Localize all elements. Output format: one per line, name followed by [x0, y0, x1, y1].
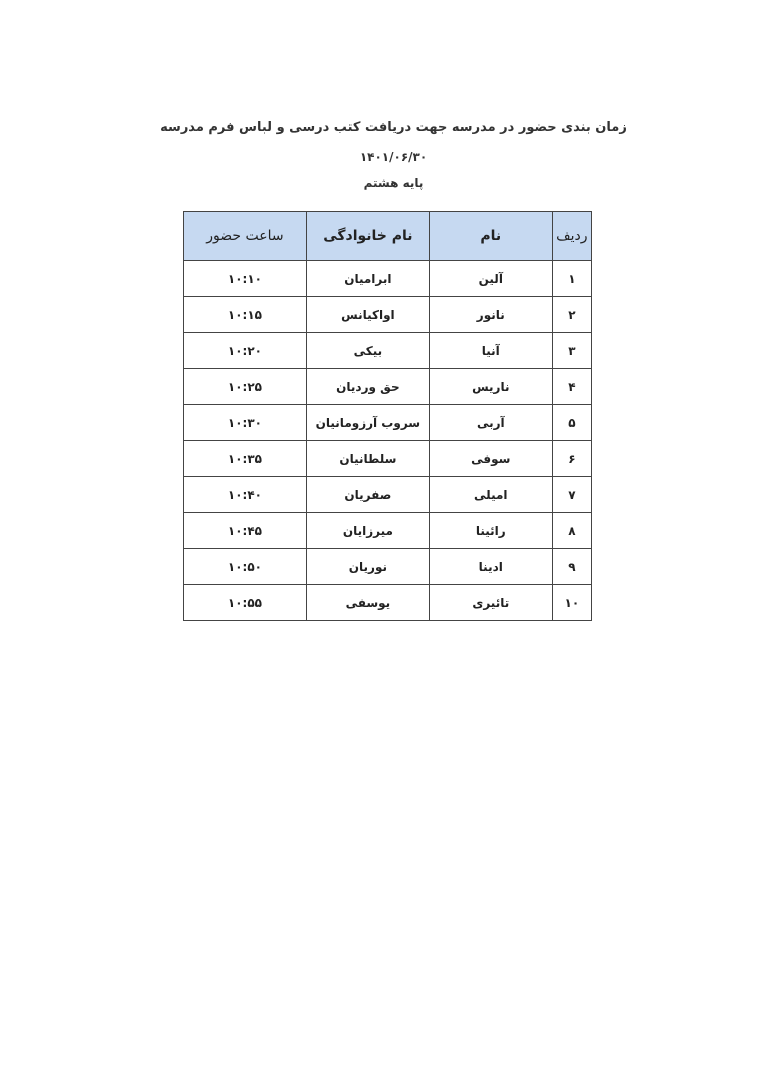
name-cell: نانور [429, 297, 552, 333]
schedule-table [183, 211, 592, 621]
grade-label: پایه هشتم [363, 176, 424, 190]
table-row [184, 549, 592, 585]
family-cell: اواکیانس [306, 297, 429, 333]
family-cell: میرزایان [306, 513, 429, 549]
family-cell: بیکی [306, 333, 429, 369]
column-header-time: ساعت حضور [184, 212, 307, 261]
table-row [184, 585, 592, 621]
time-cell: ۱۰:۳۰ [184, 405, 307, 441]
radif-cell: ۱۰ [552, 585, 591, 621]
radif-cell: ۱ [552, 261, 591, 297]
column-header-radif: ردیف [552, 212, 591, 261]
time-cell: ۱۰:۲۵ [184, 369, 307, 405]
name-cell: آلین [429, 261, 552, 297]
time-cell: ۱۰:۳۵ [184, 441, 307, 477]
name-cell: تائیری [429, 585, 552, 621]
time-cell: ۱۰:۴۵ [184, 513, 307, 549]
table-row [184, 405, 592, 441]
time-cell: ۱۰:۱۰ [184, 261, 307, 297]
name-cell: سوفی [429, 441, 552, 477]
radif-cell: ۳ [552, 333, 591, 369]
time-cell: ۱۰:۴۰ [184, 477, 307, 513]
family-cell: حق وردیان [306, 369, 429, 405]
radif-cell: ۲ [552, 297, 591, 333]
family-cell: سروب آرزومانیان [306, 405, 429, 441]
radif-cell: ۶ [552, 441, 591, 477]
radif-cell: ۴ [552, 369, 591, 405]
table-row [184, 477, 592, 513]
time-cell: ۱۰:۱۵ [184, 297, 307, 333]
family-cell: سلطانیان [306, 441, 429, 477]
name-cell: آربی [429, 405, 552, 441]
time-cell: ۱۰:۵۰ [184, 549, 307, 585]
table-row [184, 297, 592, 333]
name-cell: رائینا [429, 513, 552, 549]
date-label: ۱۴۰۱/۰۶/۳۰ [359, 150, 428, 164]
table-row [184, 333, 592, 369]
time-cell: ۱۰:۲۰ [184, 333, 307, 369]
column-header-name: نام [429, 212, 552, 261]
radif-cell: ۸ [552, 513, 591, 549]
column-header-family: نام خانوادگی [306, 212, 429, 261]
page-title: زمان بندی حضور در مدرسه جهت دریافت کتب درسی و لباس فرم مدرسه [160, 120, 627, 135]
name-cell: ادینا [429, 549, 552, 585]
radif-cell: ۷ [552, 477, 591, 513]
family-cell: یوسفی [306, 585, 429, 621]
name-cell: آنیا [429, 333, 552, 369]
table-row [184, 261, 592, 297]
radif-cell: ۹ [552, 549, 591, 585]
table-row [184, 513, 592, 549]
table-row [184, 369, 592, 405]
name-cell: ناریس [429, 369, 552, 405]
table-row [184, 441, 592, 477]
name-cell: امیلی [429, 477, 552, 513]
family-cell: صفریان [306, 477, 429, 513]
time-cell: ۱۰:۵۵ [184, 585, 307, 621]
family-cell: نوریان [306, 549, 429, 585]
family-cell: ابرامیان [306, 261, 429, 297]
table-header-row [184, 212, 592, 261]
radif-cell: ۵ [552, 405, 591, 441]
